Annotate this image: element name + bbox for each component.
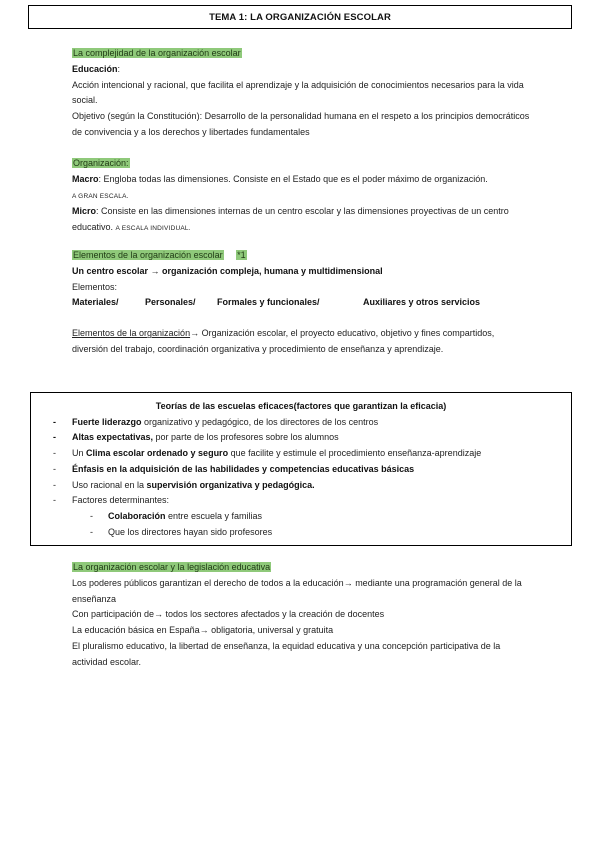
micro-note: A ESCALA INDIVIDUAL.: [115, 225, 191, 233]
list-item: - Un Clima escolar ordenado y seguro que facilite y estimule el procedimiento enseñanza-aprendizaje: [31, 446, 571, 462]
elementos-summary: Un centro escolar → organización compleja, humana y multidimensional: [72, 265, 383, 276]
elemento-item: Personales/: [145, 297, 196, 308]
bullet-dash: -: [90, 527, 93, 538]
elementos-label: Elementos:: [72, 281, 118, 292]
legislacion-p4: El pluralismo educativo, la libertad de enseñanza, la equidad educativa y una concepción participativa de la actividad escolar.: [72, 640, 501, 667]
heading-legislacion: La organización escolar y la legislación educativa: [73, 562, 271, 572]
heading-organizacion: Organización:: [73, 158, 129, 168]
objetivo-text: Objetivo (según la Constitución): Desarrollo de la personalidad humana en el respeto a los principios democráticos de convivencia y a los derechos y libertades fundamentales: [72, 111, 530, 137]
page-title: TEMA 1: LA ORGANIZACIÓN ESCOLAR: [209, 11, 391, 23]
escuelas-eficaces-box: [30, 392, 572, 546]
list-item: - Uso racional en la supervisión organizativa y pedagógica.: [31, 478, 571, 494]
bullet-dash: -: [53, 479, 56, 490]
label-macro: Macro: [72, 173, 99, 184]
list-item: - Fuerte liderazgo organizativo y pedagógico, de los directores de los centros: [31, 415, 571, 431]
bullet-dash: -: [53, 432, 56, 443]
elemento-item: Materiales/: [72, 297, 119, 308]
heading-elementos: Elementos de la organización escolar: [73, 250, 223, 260]
elementos-list: [72, 295, 532, 311]
list-item: - Factores determinantes:: [31, 493, 571, 509]
heading-complejidad: La complejidad de la organización escolar: [73, 48, 241, 58]
elemento-item: Formales y funcionales/: [217, 297, 320, 308]
bullet-dash: -: [53, 416, 56, 427]
legislacion-p2: Con participación de→ todos los sectores afectados y la creación de docentes: [72, 609, 385, 620]
elementos-link-text: → Organización escolar, el proyecto educativo, objetivo y fines compartidos, diversión del trabajo, coordinación organizativa y procedimiento de enseñanza y aprendizaje.: [72, 328, 495, 354]
bullet-dash: -: [53, 495, 56, 506]
label-educacion: Educación: [72, 63, 118, 74]
sub-list-item: - Colaboración entre escuela y familias: [31, 509, 571, 525]
list-item: - Énfasis en la adquisición de las habilidades y competencias educativas básicas: [31, 462, 571, 478]
legislacion-p1: Los poderes públicos garantizan el derecho de todos a la educación→ mediante una programación general de la enseñanza: [72, 577, 522, 604]
section-elementos: [72, 248, 532, 358]
elemento-item: Auxiliares y otros servicios: [363, 297, 481, 308]
sub-list-item: - Que los directores hayan sido profesores: [31, 525, 571, 541]
educacion-text: Acción intencional y racional, que facilita el aprendizaje y la adquisición de conocimientos necesarios para la vida social.: [72, 79, 524, 106]
label-micro: Micro: [72, 206, 97, 217]
section-organizacion: [72, 156, 532, 237]
section-legislacion: [72, 560, 532, 671]
section-complejidad: [72, 46, 532, 141]
bullet-dash: -: [53, 463, 56, 474]
elementos-link-label: Elementos de la organización: [72, 328, 191, 339]
macro-text: : Engloba todas las dimensiones. Consiste en el Estado que es el poder máximo de organización.: [98, 173, 488, 184]
macro-note: A GRAN ESCALA.: [72, 192, 129, 200]
page-title-box: [28, 5, 572, 29]
note-marker: *1: [237, 250, 246, 260]
bullet-dash: -: [53, 448, 56, 459]
legislacion-p3: La educación básica en España→ obligatoria, universal y gratuita: [72, 625, 334, 636]
educacion-colon: :: [117, 63, 121, 74]
micro-text: : Consiste en las dimensiones internas de un centro escolar y las dimensiones proyectivas de un centro educativo.: [72, 206, 509, 233]
bullet-dash: -: [90, 511, 93, 522]
list-item: - Altas expectativas, por parte de los profesores sobre los alumnos: [31, 430, 571, 446]
box-title: Teorías de las escuelas eficaces(factores que garantizan la eficacia): [155, 401, 447, 411]
